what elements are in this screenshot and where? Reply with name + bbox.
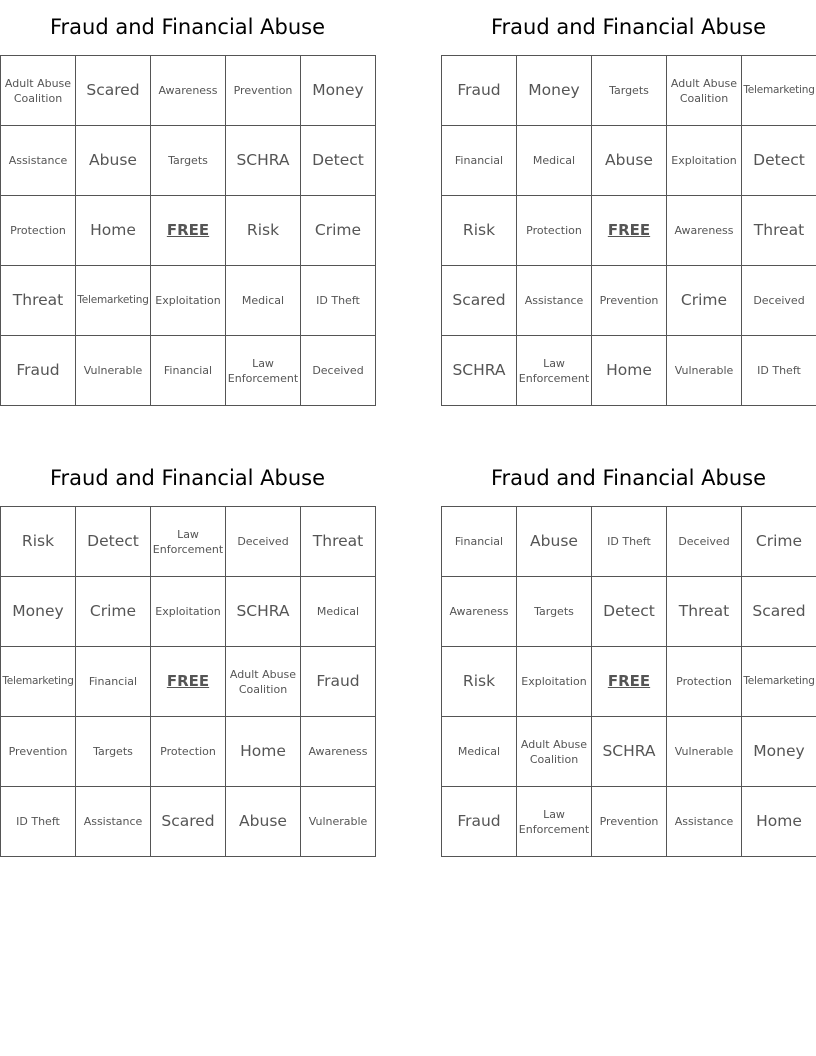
- grid-cell: Home: [76, 196, 151, 266]
- bingo-grid: [441, 55, 816, 406]
- grid-cell: ID Theft: [301, 266, 376, 336]
- grid-cell: Vulnerable: [667, 336, 742, 406]
- grid-cell: Home: [592, 336, 667, 406]
- grid-cell: Threat: [1, 266, 76, 336]
- grid-cell: Law Enforcement: [226, 336, 301, 406]
- grid-cell: Exploitation: [517, 647, 592, 717]
- grid-cell: Abuse: [76, 126, 151, 196]
- grid-cell: Fraud: [442, 787, 517, 857]
- grid-cell: Deceived: [667, 507, 742, 577]
- grid-row: [1, 266, 376, 336]
- grid-cell: Money: [1, 577, 76, 647]
- grid-row: [442, 647, 816, 717]
- grid-cell: Scared: [76, 56, 151, 126]
- grid-row: [442, 266, 816, 336]
- free-space: FREE: [151, 647, 226, 717]
- grid-cell: Assistance: [667, 787, 742, 857]
- card-title: Fraud and Financial Abuse: [490, 15, 767, 39]
- grid-cell: Exploitation: [667, 126, 742, 196]
- grid-cell: Medical: [517, 126, 592, 196]
- grid-cell: Abuse: [592, 126, 667, 196]
- grid-row: [442, 577, 816, 647]
- grid-cell: Assistance: [76, 787, 151, 857]
- grid-cell: Prevention: [592, 266, 667, 336]
- grid-cell: Targets: [517, 577, 592, 647]
- grid-cell: Risk: [442, 196, 517, 266]
- grid-row: [1, 647, 376, 717]
- grid-cell: Awareness: [667, 196, 742, 266]
- grid-cell: Money: [742, 717, 816, 787]
- free-space: FREE: [151, 196, 226, 266]
- grid-row: [442, 787, 816, 857]
- grid-cell: Abuse: [226, 787, 301, 857]
- grid-cell: Financial: [76, 647, 151, 717]
- grid-cell: Telemarketing: [742, 56, 816, 126]
- grid-row: [1, 577, 376, 647]
- grid-cell: Awareness: [301, 717, 376, 787]
- grid-cell: Exploitation: [151, 577, 226, 647]
- bingo-card-1: [0, 0, 375, 406]
- grid-cell: ID Theft: [592, 507, 667, 577]
- grid-cell: ID Theft: [1, 787, 76, 857]
- grid-row: [442, 126, 816, 196]
- grid-row: [442, 56, 816, 126]
- grid-cell: Assistance: [517, 266, 592, 336]
- grid-cell: Threat: [667, 577, 742, 647]
- grid-cell: Adult Abuse Coalition: [517, 717, 592, 787]
- grid-cell: Awareness: [151, 56, 226, 126]
- card-title: Fraud and Financial Abuse: [49, 15, 326, 39]
- bingo-card-4: [441, 451, 816, 857]
- grid-cell: Targets: [76, 717, 151, 787]
- grid-cell: Home: [226, 717, 301, 787]
- grid-cell: Targets: [151, 126, 226, 196]
- card-title: Fraud and Financial Abuse: [490, 466, 767, 490]
- grid-row: [1, 787, 376, 857]
- grid-cell: Protection: [1, 196, 76, 266]
- bingo-grid: [0, 506, 376, 857]
- grid-cell: Vulnerable: [301, 787, 376, 857]
- grid-row: [1, 507, 376, 577]
- grid-cell: Financial: [442, 126, 517, 196]
- grid-cell: Law Enforcement: [151, 507, 226, 577]
- free-space: FREE: [592, 647, 667, 717]
- grid-cell: Deceived: [742, 266, 816, 336]
- grid-cell: Prevention: [226, 56, 301, 126]
- bingo-grid: [0, 55, 376, 406]
- grid-cell: Money: [301, 56, 376, 126]
- grid-cell: Medical: [226, 266, 301, 336]
- grid-row: [1, 336, 376, 406]
- grid-cell: Risk: [1, 507, 76, 577]
- grid-cell: Abuse: [517, 507, 592, 577]
- card-title: Fraud and Financial Abuse: [49, 466, 326, 490]
- grid-cell: Risk: [226, 196, 301, 266]
- grid-cell: Prevention: [1, 717, 76, 787]
- grid-cell: Medical: [442, 717, 517, 787]
- grid-cell: Crime: [76, 577, 151, 647]
- grid-cell: Fraud: [301, 647, 376, 717]
- grid-cell: Crime: [667, 266, 742, 336]
- bingo-grid: [441, 506, 816, 857]
- grid-row: [442, 717, 816, 787]
- grid-cell: Assistance: [1, 126, 76, 196]
- grid-cell: SCHRA: [226, 126, 301, 196]
- grid-cell: Adult Abuse Coalition: [667, 56, 742, 126]
- grid-cell: Telemarketing: [742, 647, 816, 717]
- grid-cell: Exploitation: [151, 266, 226, 336]
- grid-cell: Detect: [742, 126, 816, 196]
- grid-cell: Protection: [517, 196, 592, 266]
- grid-cell: Fraud: [1, 336, 76, 406]
- grid-cell: Money: [517, 56, 592, 126]
- bingo-card-3: [0, 451, 375, 857]
- grid-cell: Deceived: [301, 336, 376, 406]
- bingo-card-2: [441, 0, 816, 406]
- grid-cell: Financial: [151, 336, 226, 406]
- grid-cell: Threat: [301, 507, 376, 577]
- grid-cell: Scared: [742, 577, 816, 647]
- grid-cell: Vulnerable: [667, 717, 742, 787]
- grid-cell: Telemarketing: [76, 266, 151, 336]
- grid-cell: Financial: [442, 507, 517, 577]
- grid-cell: ID Theft: [742, 336, 816, 406]
- grid-cell: Law Enforcement: [517, 336, 592, 406]
- grid-cell: Scared: [442, 266, 517, 336]
- grid-cell: SCHRA: [226, 577, 301, 647]
- grid-cell: Medical: [301, 577, 376, 647]
- grid-cell: Detect: [301, 126, 376, 196]
- grid-cell: Law Enforcement: [517, 787, 592, 857]
- grid-cell: Adult Abuse Coalition: [226, 647, 301, 717]
- grid-row: [1, 196, 376, 266]
- grid-cell: Telemarketing: [1, 647, 76, 717]
- grid-cell: Awareness: [442, 577, 517, 647]
- grid-cell: SCHRA: [442, 336, 517, 406]
- grid-cell: Crime: [301, 196, 376, 266]
- grid-cell: Prevention: [592, 787, 667, 857]
- grid-row: [442, 196, 816, 266]
- grid-row: [442, 336, 816, 406]
- free-space: FREE: [592, 196, 667, 266]
- grid-cell: Deceived: [226, 507, 301, 577]
- grid-cell: Detect: [592, 577, 667, 647]
- grid-cell: Fraud: [442, 56, 517, 126]
- grid-cell: Crime: [742, 507, 816, 577]
- grid-cell: Adult Abuse Coalition: [1, 56, 76, 126]
- grid-cell: Targets: [592, 56, 667, 126]
- grid-cell: Protection: [667, 647, 742, 717]
- grid-cell: Scared: [151, 787, 226, 857]
- grid-cell: Detect: [76, 507, 151, 577]
- grid-cell: Protection: [151, 717, 226, 787]
- grid-cell: Vulnerable: [76, 336, 151, 406]
- grid-cell: SCHRA: [592, 717, 667, 787]
- grid-cell: Risk: [442, 647, 517, 717]
- grid-cell: Home: [742, 787, 816, 857]
- grid-row: [1, 126, 376, 196]
- grid-row: [1, 717, 376, 787]
- grid-row: [442, 507, 816, 577]
- grid-row: [1, 56, 376, 126]
- grid-cell: Threat: [742, 196, 816, 266]
